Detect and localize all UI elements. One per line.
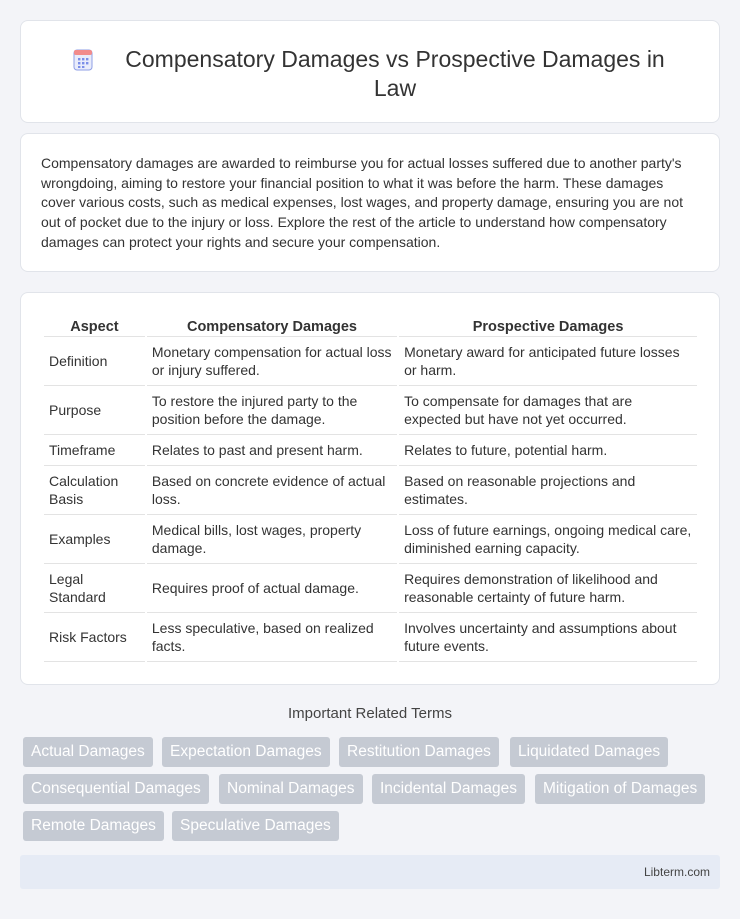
page-title: Compensatory Damages vs Prospective Damages in Law bbox=[125, 46, 665, 101]
cell-aspect: Calculation Basis bbox=[44, 466, 145, 515]
table-row bbox=[44, 466, 697, 515]
related-terms-title: Important Related Terms bbox=[288, 705, 452, 722]
table-header-row bbox=[44, 315, 697, 337]
comparison-table-card bbox=[20, 292, 720, 685]
cell-prospective: Monetary award for anticipated future losses or harm. bbox=[399, 337, 697, 386]
cell-prospective: Involves uncertainty and assumptions about future events. bbox=[399, 613, 697, 662]
footer-site-link[interactable]: Libterm.com bbox=[643, 865, 710, 879]
cell-aspect: Legal Standard bbox=[44, 564, 145, 613]
tag-actual-damages[interactable]: Actual Damages bbox=[23, 737, 153, 767]
cell-prospective: Requires demonstration of likelihood and reasonable certainty of future harm. bbox=[399, 564, 697, 613]
column-header-prospective: Prospective Damages bbox=[399, 315, 697, 337]
cell-compensatory: Based on concrete evidence of actual loss. bbox=[147, 466, 397, 515]
cell-compensatory: Medical bills, lost wages, property damage. bbox=[147, 515, 397, 564]
cell-aspect: Risk Factors bbox=[44, 613, 145, 662]
table-row bbox=[44, 515, 697, 564]
cell-prospective: Based on reasonable projections and estimates. bbox=[399, 466, 697, 515]
tag-consequential-damages[interactable]: Consequential Damages bbox=[23, 774, 209, 804]
cell-compensatory: Monetary compensation for actual loss or injury suffered. bbox=[147, 337, 397, 386]
intro-paragraph: Compensatory damages are awarded to reimburse you for actual losses suffered due to another party's wrongdoing, aiming to restore your financial position to what it was before the harm. These damages cover various costs, such as medical expenses, lost wages, and property damage, ensuring you are not out of pocket due to the injury or loss. Explore the rest of the article to understand how compensatory damages can protect your rights and secure your compensation. bbox=[41, 155, 684, 250]
tag-remote-damages[interactable]: Remote Damages bbox=[23, 811, 164, 841]
column-header-compensatory: Compensatory Damages bbox=[147, 315, 397, 337]
table-row bbox=[44, 564, 697, 613]
cell-aspect: Purpose bbox=[44, 386, 145, 435]
cell-compensatory: Relates to past and present harm. bbox=[147, 435, 397, 466]
cell-prospective: Loss of future earnings, ongoing medical care, diminished earning capacity. bbox=[399, 515, 697, 564]
table-row bbox=[44, 435, 697, 466]
tag-nominal-damages[interactable]: Nominal Damages bbox=[219, 774, 363, 804]
cell-compensatory: Requires proof of actual damage. bbox=[147, 564, 397, 613]
cell-prospective: Relates to future, potential harm. bbox=[399, 435, 697, 466]
tag-liquidated-damages[interactable]: Liquidated Damages bbox=[510, 737, 668, 767]
table-row bbox=[44, 337, 697, 386]
header-card bbox=[20, 20, 720, 123]
comparison-table bbox=[42, 315, 699, 662]
cell-compensatory: To restore the injured party to the position before the damage. bbox=[147, 386, 397, 435]
tag-incidental-damages[interactable]: Incidental Damages bbox=[372, 774, 525, 804]
cell-compensatory: Less speculative, based on realized facts. bbox=[147, 613, 397, 662]
cell-prospective: To compensate for damages that are expected but have not yet occurred. bbox=[399, 386, 697, 435]
footer bbox=[20, 855, 720, 889]
tag-speculative-damages[interactable]: Speculative Damages bbox=[172, 811, 339, 841]
intro-card bbox=[20, 133, 720, 272]
cell-aspect: Examples bbox=[44, 515, 145, 564]
table-row bbox=[44, 386, 697, 435]
tag-restitution-damages[interactable]: Restitution Damages bbox=[339, 737, 499, 767]
cell-aspect: Definition bbox=[44, 337, 145, 386]
column-header-aspect: Aspect bbox=[44, 315, 145, 337]
table-row bbox=[44, 613, 697, 662]
cell-aspect: Timeframe bbox=[44, 435, 145, 466]
tag-mitigation-of-damages[interactable]: Mitigation of Damages bbox=[535, 774, 705, 804]
tag-expectation-damages[interactable]: Expectation Damages bbox=[162, 737, 330, 767]
